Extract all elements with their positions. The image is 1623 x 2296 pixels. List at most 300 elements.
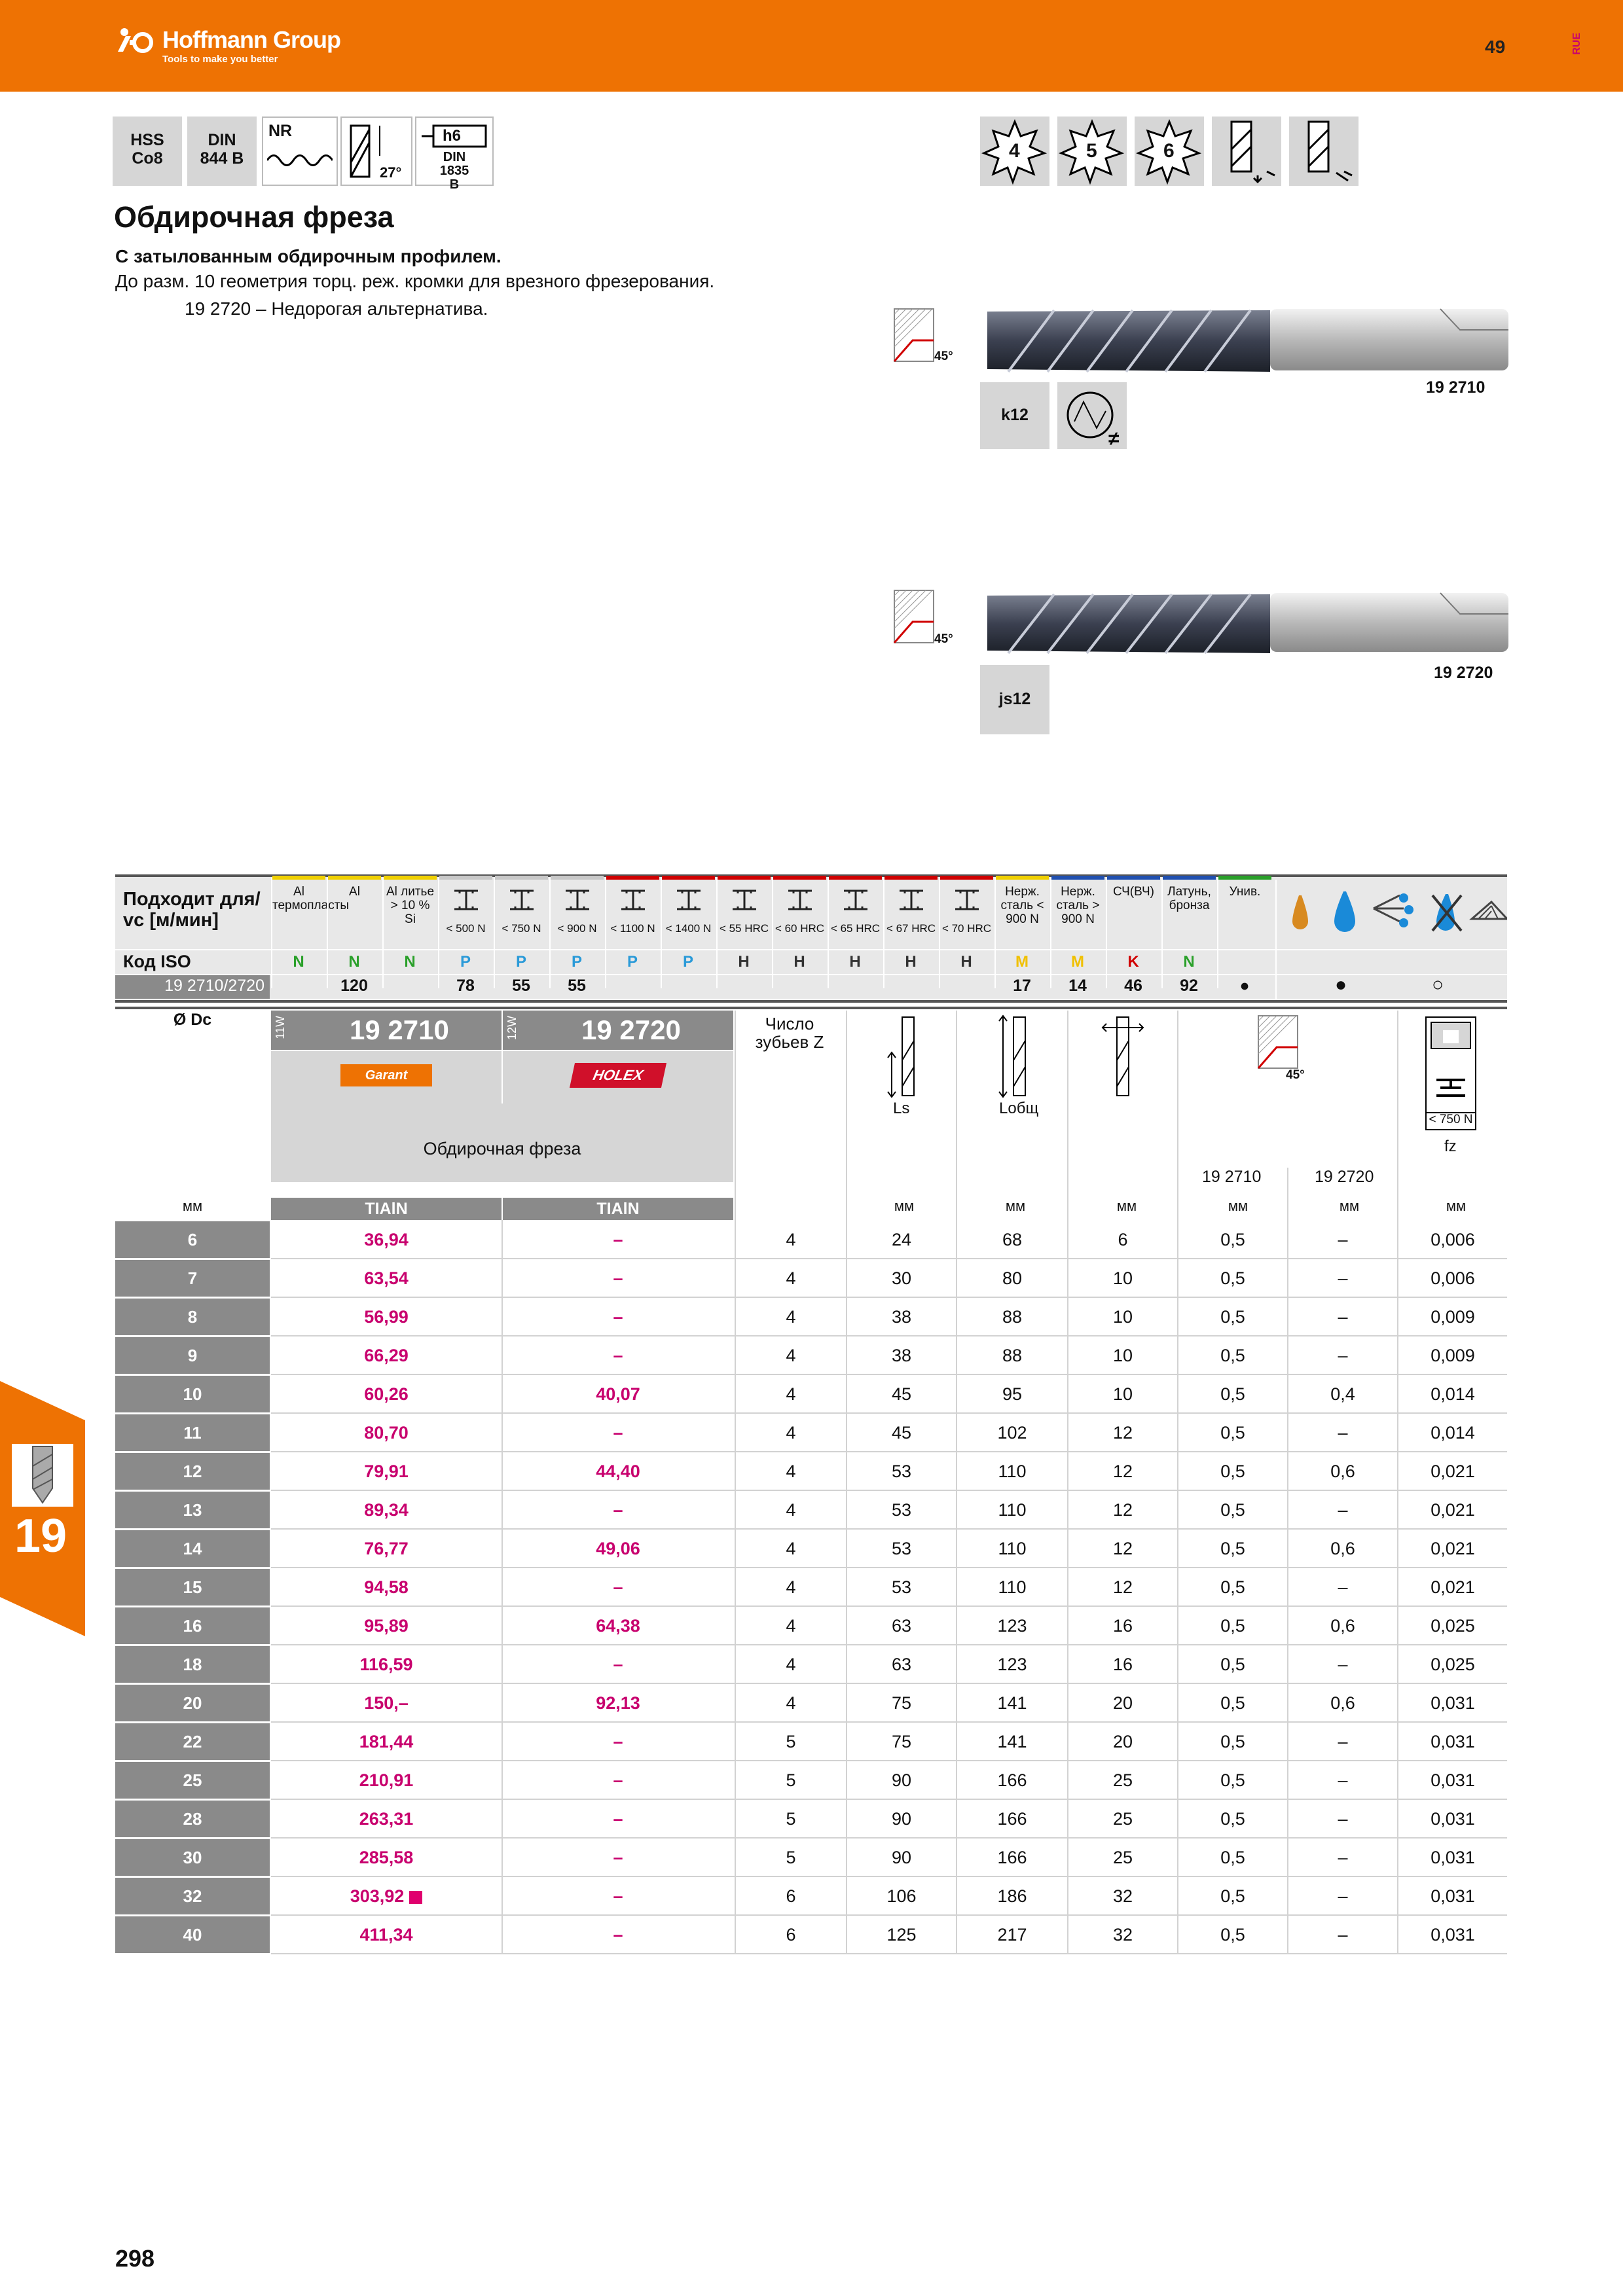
l-unit: мм — [1005, 1198, 1026, 1214]
cell-c1: 0,5 — [1220, 1462, 1245, 1481]
cell-z: 5 — [786, 1848, 796, 1867]
tool2-image — [982, 590, 1511, 656]
dry-drop-icon — [1292, 895, 1308, 929]
din-standard-box — [187, 117, 257, 186]
cell-c2: – — [1338, 1770, 1348, 1790]
material-name: < 750 N — [501, 922, 541, 935]
cell-z: 4 — [786, 1384, 796, 1404]
diameter-cell: 32 — [115, 1878, 270, 1914]
diameter-cell: 30 — [115, 1839, 270, 1876]
cell-c1: 0,5 — [1220, 1770, 1245, 1790]
cell-c1: 0,5 — [1220, 1732, 1245, 1751]
row-divider — [271, 1953, 1507, 1954]
garant-brand: Garant — [340, 1064, 432, 1086]
cell-fz: 0,025 — [1431, 1655, 1475, 1674]
cell-z: 5 — [786, 1770, 796, 1790]
runout-icon — [1057, 382, 1129, 454]
material-name: Унив. — [1229, 885, 1261, 899]
cutting-speed-value: 14 — [1068, 977, 1087, 995]
row-divider — [271, 1258, 1507, 1259]
price-value: 60,26 — [364, 1384, 409, 1404]
cell-c1: 0,5 — [1220, 1886, 1245, 1906]
cell-d: 32 — [1112, 1886, 1133, 1906]
coating1: TIAlN — [271, 1198, 501, 1220]
cell-c2: 0,6 — [1330, 1693, 1355, 1713]
diameter-cell: 18 — [115, 1646, 270, 1683]
iso-code: P — [627, 953, 638, 971]
cell-c1: 0,5 — [1220, 1423, 1245, 1443]
iso-code: H — [905, 953, 917, 971]
teeth-5-box — [1057, 117, 1127, 186]
chamfer1-unit: мм — [1228, 1198, 1249, 1214]
dc-header: Ø Dc — [173, 1011, 212, 1029]
steel-beam-icon — [564, 889, 591, 911]
cutting-speed-value: ● — [1239, 977, 1250, 995]
cell-z: 4 — [786, 1577, 796, 1597]
tool1-image — [982, 304, 1511, 378]
tool2-tolerance-box — [980, 665, 1049, 734]
price-19-2720: – — [613, 1655, 623, 1674]
price-19-2720: 92,13 — [596, 1693, 640, 1713]
cell-ls: 24 — [891, 1230, 912, 1249]
diameter-cell: 16 — [115, 1607, 270, 1644]
cutting-speed-value: 78 — [456, 977, 475, 995]
cell-c1: 0,5 — [1220, 1268, 1245, 1288]
cell-l: 166 — [997, 1809, 1027, 1829]
row-divider — [271, 1837, 1507, 1839]
row-divider — [271, 1451, 1507, 1452]
cell-c1: 0,5 — [1220, 1346, 1245, 1365]
cell-d: 12 — [1112, 1539, 1133, 1558]
ls-unit: мм — [894, 1198, 915, 1214]
tool2-tolerance: js12 — [998, 690, 1031, 708]
cell-d: 10 — [1112, 1307, 1133, 1327]
price-19-2710 — [271, 1376, 501, 1412]
cell-ls: 30 — [891, 1268, 912, 1288]
price-19-2720: – — [613, 1230, 623, 1249]
description-line-3: 19 2720 – Недорогая альтернатива. — [185, 298, 488, 319]
teeth-header: Число зубьев Z — [755, 1014, 824, 1052]
cell-z: 4 — [786, 1655, 796, 1674]
air-icon — [1472, 902, 1507, 919]
cell-z: 4 — [786, 1268, 796, 1288]
cell-fz: 0,006 — [1431, 1230, 1475, 1249]
price-value: 36,94 — [364, 1230, 409, 1249]
iso-code: N — [348, 953, 360, 971]
cell-ls: 38 — [891, 1307, 912, 1327]
price-19-2710 — [271, 1839, 501, 1876]
cell-fz: 0,031 — [1431, 1770, 1475, 1790]
cell-fz: 0,031 — [1431, 1848, 1475, 1867]
description-line-2: До разм. 10 геометрия торц. реж. кромки для врезного фрезерования. — [115, 271, 715, 291]
shank-din-label: DIN 1835 B — [439, 150, 469, 192]
units-row — [115, 1198, 1507, 1220]
cell-d: 20 — [1112, 1732, 1133, 1751]
cell-c2: – — [1338, 1577, 1348, 1597]
cutting-speed-value: 17 — [1013, 977, 1031, 995]
cell-l: 123 — [997, 1616, 1027, 1636]
materials-header-label: Подходит для/ vc [м/мин] — [123, 889, 261, 931]
material-name: < 500 N — [446, 922, 486, 935]
material-hss-box — [113, 117, 182, 186]
cell-l: 88 — [1002, 1346, 1023, 1365]
cell-ls: 90 — [891, 1770, 912, 1790]
cell-l: 141 — [997, 1693, 1027, 1713]
cell-fz: 0,021 — [1431, 1462, 1475, 1481]
cell-c2: 0,6 — [1330, 1539, 1355, 1558]
diameter-cell: 9 — [115, 1337, 270, 1374]
cell-c2: – — [1338, 1848, 1348, 1867]
tool1-chamfer-label: 45° — [934, 350, 953, 363]
din-label: DIN 844 B — [200, 131, 244, 168]
price-19-2720: – — [613, 1732, 623, 1751]
row-divider — [271, 1528, 1507, 1530]
price-value: 56,99 — [364, 1307, 409, 1327]
steel-beam-icon — [954, 889, 980, 911]
cell-ls: 53 — [891, 1462, 912, 1481]
iso-code: N — [404, 953, 416, 971]
row-divider — [271, 1567, 1507, 1568]
cell-ls: 75 — [891, 1732, 912, 1751]
code1-label: 19 2710 — [350, 1014, 449, 1045]
diameter-cell: 28 — [115, 1801, 270, 1837]
cell-l: 217 — [997, 1925, 1027, 1945]
tool2-chamfer-label: 45° — [934, 632, 953, 646]
fz-label: fz — [1444, 1138, 1457, 1155]
cell-z: 4 — [786, 1500, 796, 1520]
plunge-milling-icon — [1212, 117, 1281, 186]
price-value: 150,– — [364, 1693, 409, 1713]
row-divider — [271, 1297, 1507, 1298]
teeth-6-label: 6 — [1163, 140, 1175, 162]
hoffmann-logo — [117, 26, 340, 65]
price-19-2720: 44,40 — [596, 1462, 640, 1481]
code2-label: 19 2720 — [581, 1014, 681, 1045]
cell-z: 4 — [786, 1693, 796, 1713]
price-value: 116,59 — [359, 1655, 413, 1674]
iso-code: N — [1183, 953, 1195, 971]
price-value: 94,58 — [364, 1577, 409, 1597]
brand-divider — [501, 1051, 503, 1103]
cell-d: 12 — [1112, 1423, 1133, 1443]
tool1-tolerance: k12 — [1001, 406, 1029, 424]
diameter-cell: 22 — [115, 1723, 270, 1760]
cell-ls: 106 — [886, 1886, 917, 1906]
cell-l: 68 — [1002, 1230, 1023, 1249]
material-name: < 65 HRC — [830, 922, 881, 935]
teeth-6-box — [1135, 117, 1204, 186]
iso-code: P — [460, 953, 471, 971]
price-19-2710 — [271, 1685, 501, 1721]
price-19-2720: – — [613, 1809, 623, 1829]
price-19-2710 — [271, 1530, 501, 1567]
tool2-code: 19 2720 — [1434, 664, 1493, 682]
description-line-1: С затылованным обдирочным профилем. — [115, 246, 501, 266]
iso-code: P — [571, 953, 582, 971]
cell-c1: 0,5 — [1220, 1925, 1245, 1945]
price-value: 210,91 — [359, 1770, 414, 1790]
cell-d: 20 — [1112, 1693, 1133, 1713]
fz-unit: мм — [1446, 1198, 1467, 1214]
steel-beam-icon — [731, 889, 757, 911]
diameter-cell: 7 — [115, 1260, 270, 1297]
coolant-divider — [1275, 880, 1277, 1000]
cell-ls: 45 — [891, 1423, 912, 1443]
price-value: 80,70 — [364, 1423, 409, 1443]
cell-fz: 0,014 — [1431, 1423, 1475, 1443]
cutting-speed-value: 55 — [512, 977, 530, 995]
price-19-2710 — [271, 1646, 501, 1683]
cell-fz: 0,031 — [1431, 1809, 1475, 1829]
price-19-2710 — [271, 1299, 501, 1335]
cell-d: 16 — [1112, 1655, 1133, 1674]
cell-z: 4 — [786, 1346, 796, 1365]
cell-d: 6 — [1118, 1230, 1128, 1249]
material-name: Нерж. сталь < 900 N — [1000, 885, 1044, 926]
price-19-2710 — [271, 1414, 501, 1451]
price-value: 263,31 — [359, 1809, 414, 1829]
price-19-2720: – — [613, 1423, 623, 1443]
cell-z: 4 — [786, 1230, 796, 1249]
diameter-cell: 11 — [115, 1414, 270, 1451]
shank-diameter-icon — [1093, 1014, 1152, 1100]
cell-z: 4 — [786, 1307, 796, 1327]
iso-label: Код ISO — [123, 952, 191, 971]
cell-c2: 0,6 — [1330, 1462, 1355, 1481]
cell-l: 186 — [997, 1886, 1027, 1906]
cell-ls: 90 — [891, 1809, 912, 1829]
row-divider — [271, 1683, 1507, 1684]
row-divider — [271, 1490, 1507, 1491]
page-title: Обдирочная фреза — [114, 200, 394, 234]
cell-c2: – — [1338, 1500, 1348, 1520]
diameter-cell: 15 — [115, 1569, 270, 1605]
cell-d: 32 — [1112, 1925, 1133, 1945]
cell-fz: 0,031 — [1431, 1693, 1475, 1713]
cell-c2: – — [1338, 1809, 1348, 1829]
price-19-2710 — [271, 1569, 501, 1605]
cell-c2: 0,6 — [1330, 1616, 1355, 1636]
price-19-2720: 49,06 — [596, 1539, 640, 1558]
cell-c2: – — [1338, 1307, 1348, 1327]
price-value: 79,91 — [364, 1462, 409, 1481]
material-name: < 67 HRC — [886, 922, 936, 935]
cell-c2: 0,4 — [1330, 1384, 1355, 1404]
price-19-2710 — [271, 1762, 501, 1799]
price-19-2710 — [271, 1916, 501, 1953]
nr-label: NR — [268, 122, 293, 140]
tool1-tolerance-box — [980, 382, 1049, 449]
price-19-2720: – — [613, 1577, 623, 1597]
cell-ls: 63 — [891, 1655, 912, 1674]
material-name: Латунь, бронза — [1167, 885, 1211, 912]
steel-beam-icon — [843, 889, 869, 911]
price-19-2710 — [271, 1878, 501, 1914]
material-name: СЧ(ВЧ) — [1113, 885, 1154, 899]
cell-c2: – — [1338, 1346, 1348, 1365]
hoffmann-logo-icon — [117, 27, 157, 53]
teeth-4-label: 4 — [1009, 140, 1020, 162]
holex-brand: HOLEX — [570, 1063, 666, 1088]
hss-label: HSS Co8 — [130, 131, 164, 168]
cell-d: 10 — [1112, 1384, 1133, 1404]
price-19-2710 — [271, 1337, 501, 1374]
row-divider — [271, 1644, 1507, 1645]
cell-fz: 0,009 — [1431, 1307, 1475, 1327]
page-number: 298 — [115, 2245, 155, 2272]
material-name: < 55 HRC — [719, 922, 769, 935]
cell-d: 10 — [1112, 1346, 1133, 1365]
cell-fz: 0,025 — [1431, 1616, 1475, 1636]
cell-d: 10 — [1112, 1268, 1133, 1288]
diameter-cell: 12 — [115, 1453, 270, 1490]
diameter-cell: 6 — [115, 1221, 270, 1258]
cell-c1: 0,5 — [1220, 1230, 1245, 1249]
iso-code: N — [293, 953, 304, 971]
teeth-4-box — [980, 117, 1049, 186]
material-name: Al — [349, 885, 360, 899]
cell-ls: 53 — [891, 1577, 912, 1597]
material-name: < 60 HRC — [775, 922, 825, 935]
cell-l: 166 — [997, 1848, 1027, 1867]
cell-ls: 53 — [891, 1500, 912, 1520]
cell-fz: 0,021 — [1431, 1500, 1475, 1520]
coolant-icons — [1275, 882, 1507, 945]
price-19-2710 — [271, 1260, 501, 1297]
cell-l: 88 — [1002, 1307, 1023, 1327]
rough-profile-icon — [267, 151, 333, 170]
diameter-cell: 13 — [115, 1492, 270, 1528]
row-divider — [271, 1374, 1507, 1375]
cell-fz: 0,014 — [1431, 1384, 1475, 1404]
cell-z: 4 — [786, 1423, 796, 1443]
cell-fz: 0,006 — [1431, 1268, 1475, 1288]
cell-z: 5 — [786, 1732, 796, 1751]
iso-code: P — [682, 953, 693, 971]
cell-d: 16 — [1112, 1616, 1133, 1636]
chapter-number: 19 — [14, 1510, 67, 1562]
cell-fz: 0,009 — [1431, 1346, 1475, 1365]
cell-c2: – — [1338, 1423, 1348, 1443]
iso-code: P — [515, 953, 526, 971]
cell-c2: – — [1338, 1732, 1348, 1751]
chamfer-header-label: 45° — [1286, 1068, 1305, 1082]
cutting-speed-value: 92 — [1180, 977, 1198, 995]
cell-c1: 0,5 — [1220, 1616, 1245, 1636]
cell-ls: 125 — [886, 1925, 917, 1945]
mql-icon — [1374, 893, 1413, 927]
chamfer-code2: 19 2720 — [1315, 1168, 1374, 1186]
cell-ls: 63 — [891, 1616, 912, 1636]
row-divider — [271, 1335, 1507, 1336]
price-value: 411,34 — [359, 1925, 413, 1945]
cell-d: 25 — [1112, 1809, 1133, 1829]
brand-name: Hoffmann Group — [162, 26, 340, 53]
cell-ls: 45 — [891, 1384, 912, 1404]
cell-l: 141 — [997, 1732, 1027, 1751]
material-table-bottom-rule — [115, 1000, 1507, 1003]
cell-d: 12 — [1112, 1462, 1133, 1481]
svg-text:≠: ≠ — [1108, 428, 1120, 450]
code1-tag: 11W — [274, 1016, 287, 1039]
cell-c2: – — [1338, 1655, 1348, 1674]
material-name: Al литье > 10 % Si — [386, 885, 435, 926]
cell-c1: 0,5 — [1220, 1848, 1245, 1867]
cell-l: 123 — [997, 1655, 1027, 1674]
iso-code: M — [1015, 953, 1029, 971]
steel-beam-icon — [509, 889, 535, 911]
material-name: < 1100 N — [610, 922, 655, 935]
price-19-2710 — [271, 1723, 501, 1760]
cell-fz: 0,021 — [1431, 1577, 1475, 1597]
price-19-2710 — [271, 1221, 501, 1258]
row-divider — [271, 1721, 1507, 1723]
cell-c1: 0,5 — [1220, 1809, 1245, 1829]
side-milling-box — [1289, 117, 1359, 186]
price-19-2720: – — [613, 1500, 623, 1520]
product-name: Обдирочная фреза — [423, 1139, 581, 1158]
helix-angle-box — [340, 117, 412, 186]
emulsion-drop-icon — [1334, 891, 1355, 932]
cell-d: 25 — [1112, 1848, 1133, 1867]
diameter-cell: 10 — [115, 1376, 270, 1412]
row-divider — [271, 1760, 1507, 1761]
steel-beam-icon — [898, 889, 924, 911]
cell-l: 166 — [997, 1770, 1027, 1790]
iso-code: H — [849, 953, 861, 971]
price-19-2710 — [271, 1801, 501, 1837]
price-19-2720: – — [613, 1886, 623, 1906]
material-name: Нерж. сталь > 900 N — [1056, 885, 1100, 926]
price-value: 89,34 — [364, 1500, 409, 1520]
diameter-cell: 25 — [115, 1762, 270, 1799]
chapter-tab — [0, 1381, 85, 1636]
main-table-top-rule — [115, 1007, 1507, 1009]
cell-l: 110 — [998, 1539, 1027, 1558]
lobsh-label: Lобщ — [999, 1100, 1039, 1117]
price-value: 95,89 — [364, 1616, 409, 1636]
cell-d: 12 — [1112, 1577, 1133, 1597]
price-19-2710 — [271, 1492, 501, 1528]
steel-beam-icon — [787, 889, 813, 911]
cell-l: 80 — [1002, 1268, 1023, 1288]
price-19-2720: – — [613, 1346, 623, 1365]
chamfer-code1: 19 2710 — [1202, 1168, 1262, 1186]
fz-material-label: < 750 N — [1429, 1113, 1473, 1126]
cell-l: 110 — [998, 1462, 1027, 1481]
iso-code: H — [738, 953, 750, 971]
language-code: RUE — [1571, 33, 1582, 55]
side-milling-icon — [1289, 117, 1359, 186]
d-unit: мм — [1116, 1198, 1137, 1214]
cutting-speed-value: 120 — [340, 977, 368, 995]
diameter-cell: 8 — [115, 1299, 270, 1335]
iso-code: K — [1127, 953, 1139, 971]
price-value: 285,58 — [359, 1848, 414, 1867]
row-divider — [271, 1412, 1507, 1414]
cell-l: 95 — [1002, 1384, 1023, 1404]
shank-box — [415, 117, 494, 192]
row-divider — [271, 1914, 1507, 1916]
price-value: 66,29 — [364, 1346, 409, 1365]
cell-ls: 90 — [891, 1848, 912, 1867]
price-value: 63,54 — [364, 1268, 409, 1288]
no-coolant-icon — [1432, 894, 1461, 931]
diameter-cell: 40 — [115, 1916, 270, 1953]
tool1-code: 19 2710 — [1426, 378, 1486, 397]
angle-label: 27° — [380, 164, 402, 181]
code1-header — [271, 1011, 501, 1050]
